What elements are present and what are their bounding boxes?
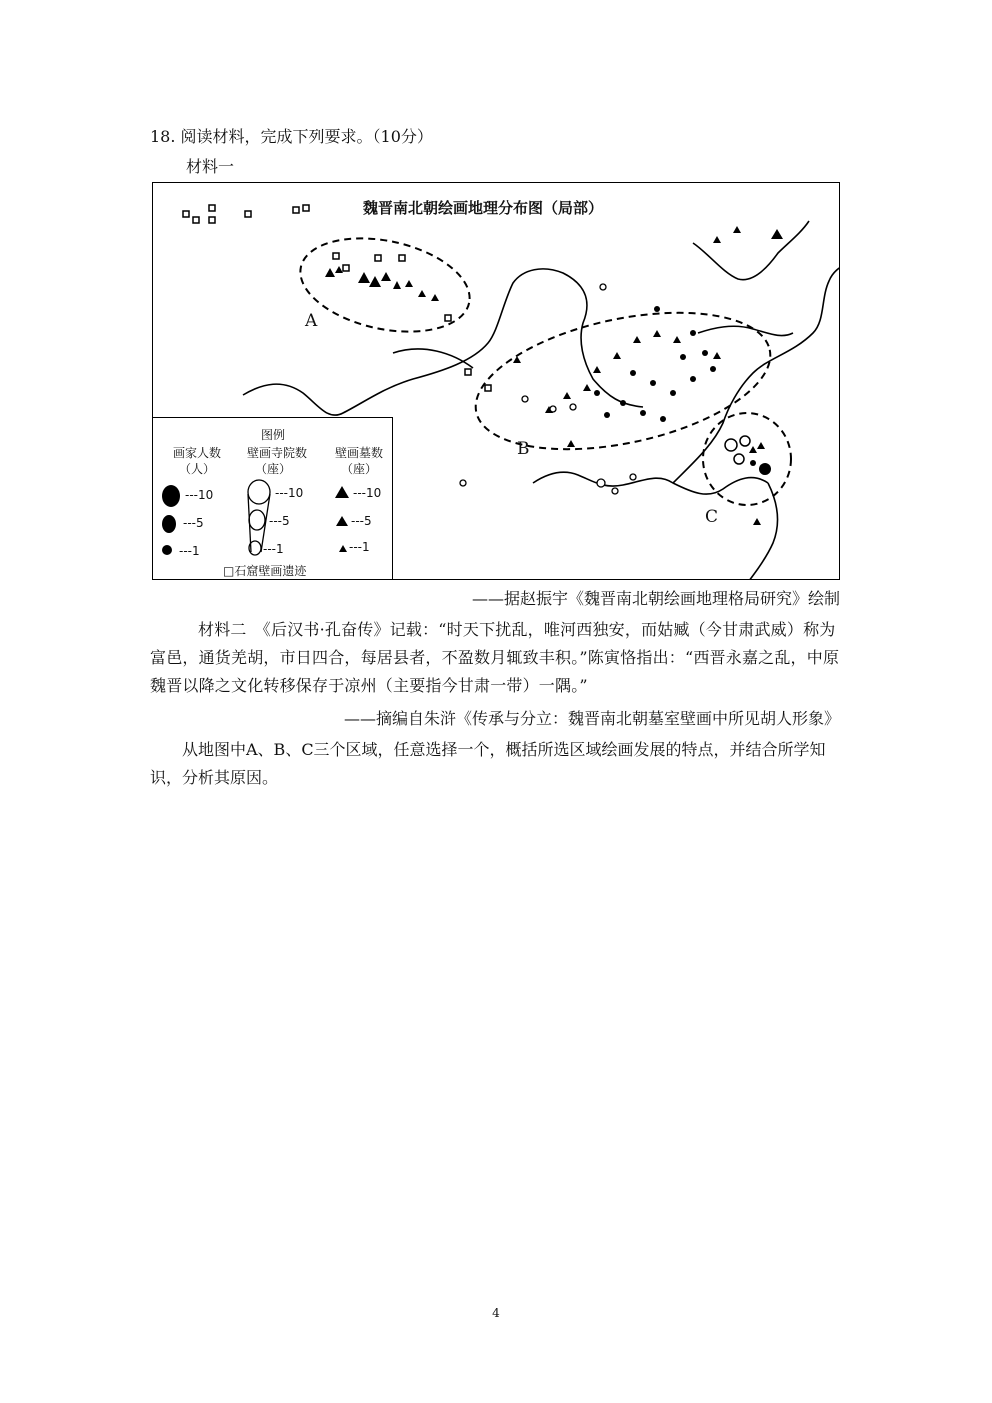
tomb-marker bbox=[583, 384, 591, 391]
grotto-marker bbox=[245, 211, 251, 217]
painter-marker bbox=[654, 306, 660, 312]
legend-tombs-unit: （座） bbox=[341, 462, 378, 476]
legend-grotto: □石窟壁画遗迹 bbox=[223, 564, 307, 578]
tomb-marker bbox=[757, 442, 765, 449]
grotto-marker bbox=[465, 369, 471, 375]
tomb-marker bbox=[405, 280, 413, 287]
tomb-marker bbox=[749, 446, 757, 453]
painter-marker bbox=[594, 390, 600, 396]
temple-marker bbox=[550, 406, 556, 412]
south-coast bbox=[749, 483, 778, 580]
yangtze-river bbox=[533, 472, 768, 494]
grotto-marker bbox=[445, 315, 451, 321]
grotto-marker bbox=[209, 205, 215, 211]
tomb-marker bbox=[713, 236, 721, 243]
grotto-marker bbox=[193, 217, 199, 223]
tomb-marker bbox=[673, 336, 681, 343]
legend-temples: 壁画寺院数 bbox=[247, 446, 308, 460]
tomb-marker bbox=[325, 268, 335, 277]
region-c-label: C bbox=[705, 507, 719, 527]
tomb-marker bbox=[633, 336, 641, 343]
material2-text: 材料二 《后汉书·孔奋传》记载：“时天下扰乱，唯河西独安，而姑臧（今甘肃武威）称为富邑，通货羌胡，市日四合，每居县者，不盈数月辄致丰积。”陈寅恪指出：“西晋永嘉之乱，中原魏晋以降之文化转移保存于凉州（主要指今甘肃一带）一隅。” bbox=[150, 620, 840, 695]
task-text: 从地图中A、B、C三个区域，任意选择一个，概括所选区域绘画发展的特点，并结合所学知识，分析其原因。 bbox=[150, 740, 826, 787]
map-title: 魏晋南北朝绘画地理分布图（局部） bbox=[363, 199, 604, 217]
grotto-marker bbox=[303, 205, 309, 211]
region-b-label: B bbox=[517, 439, 530, 459]
tomb-marker bbox=[381, 272, 391, 281]
temple-marker bbox=[734, 454, 744, 464]
tomb-marker bbox=[358, 272, 370, 283]
tomb-marker bbox=[567, 440, 575, 447]
shandong-coast bbox=[698, 326, 793, 335]
temple-marker bbox=[630, 474, 636, 480]
temple-marker bbox=[522, 396, 528, 402]
tomb-marker bbox=[771, 229, 783, 239]
tomb-marker bbox=[713, 352, 721, 359]
painter-marker bbox=[604, 412, 610, 418]
material1-label: 材料一 bbox=[186, 157, 235, 176]
temple-marker bbox=[597, 479, 605, 487]
grotto-marker bbox=[209, 217, 215, 223]
tomb-marker bbox=[513, 356, 521, 363]
temple-marker bbox=[612, 488, 618, 494]
tomb-marker bbox=[431, 294, 439, 301]
temple-marker bbox=[600, 284, 606, 290]
grotto-marker bbox=[343, 265, 349, 271]
region-c-ellipse bbox=[703, 413, 791, 505]
grotto-marker bbox=[293, 207, 299, 213]
grotto-marker bbox=[375, 255, 381, 261]
painter-marker bbox=[690, 376, 696, 382]
temple-marker bbox=[570, 404, 576, 410]
tomb-marker bbox=[753, 518, 761, 525]
tomb-marker bbox=[369, 276, 381, 287]
tomb-marker bbox=[733, 226, 741, 233]
painter-marker bbox=[759, 463, 771, 475]
west-river bbox=[393, 349, 473, 368]
region-a-label: A bbox=[305, 311, 318, 331]
page-number: 4 bbox=[492, 1306, 500, 1320]
painter-marker bbox=[710, 366, 716, 372]
grotto-marker bbox=[183, 211, 189, 217]
material2-source: ——摘编自朱浒《传承与分立：魏晋南北朝墓室壁画中所见胡人形象》 bbox=[343, 709, 840, 728]
temple-marker bbox=[460, 480, 466, 486]
tomb-marker bbox=[563, 392, 571, 399]
painter-marker bbox=[680, 354, 686, 360]
legend-tombs: 壁画墓数 bbox=[335, 446, 384, 460]
painter-marker bbox=[640, 410, 646, 416]
painter-marker bbox=[750, 460, 756, 466]
region-a-ellipse bbox=[292, 224, 479, 346]
grotto-marker bbox=[485, 385, 491, 391]
tomb-marker bbox=[418, 290, 426, 297]
painter-marker bbox=[670, 390, 676, 396]
painter-marker bbox=[660, 416, 666, 422]
map-legend: 图例 画家人数 （人） 壁画寺院数 （座） 壁画墓数 （座） ---10 ---5 ---1 ---10 ---5 ---1 ---10 ---5 ---1 □石窟壁画遗迹 bbox=[153, 417, 393, 580]
tomb-marker bbox=[335, 266, 343, 273]
painter-marker bbox=[650, 380, 656, 386]
distribution-map bbox=[152, 182, 840, 580]
legend-temples-unit: （座） bbox=[255, 462, 292, 476]
map-source: ——据赵振宇《魏晋南北朝绘画地理格局研究》绘制 bbox=[471, 589, 840, 608]
painter-marker bbox=[620, 400, 626, 406]
grotto-marker bbox=[333, 253, 339, 259]
north-coast bbox=[673, 267, 840, 483]
tomb-marker bbox=[593, 366, 601, 373]
temple-marker bbox=[740, 436, 750, 446]
painter-marker bbox=[630, 370, 636, 376]
grotto-marker bbox=[399, 255, 405, 261]
question-title: 18. 阅读材料，完成下列要求。（10分） bbox=[150, 127, 433, 146]
gulf-coast bbox=[693, 221, 809, 280]
legend-painters: 画家人数 bbox=[173, 446, 222, 460]
tomb-marker bbox=[613, 352, 621, 359]
painter-marker bbox=[690, 330, 696, 336]
tomb-marker bbox=[653, 330, 661, 337]
legend-painters-unit: （人） bbox=[179, 462, 216, 476]
tomb-marker bbox=[393, 281, 401, 289]
painter-marker bbox=[702, 350, 708, 356]
temple-marker bbox=[725, 439, 737, 451]
yellow-river bbox=[243, 269, 643, 415]
legend-heading: 图例 bbox=[261, 428, 286, 442]
